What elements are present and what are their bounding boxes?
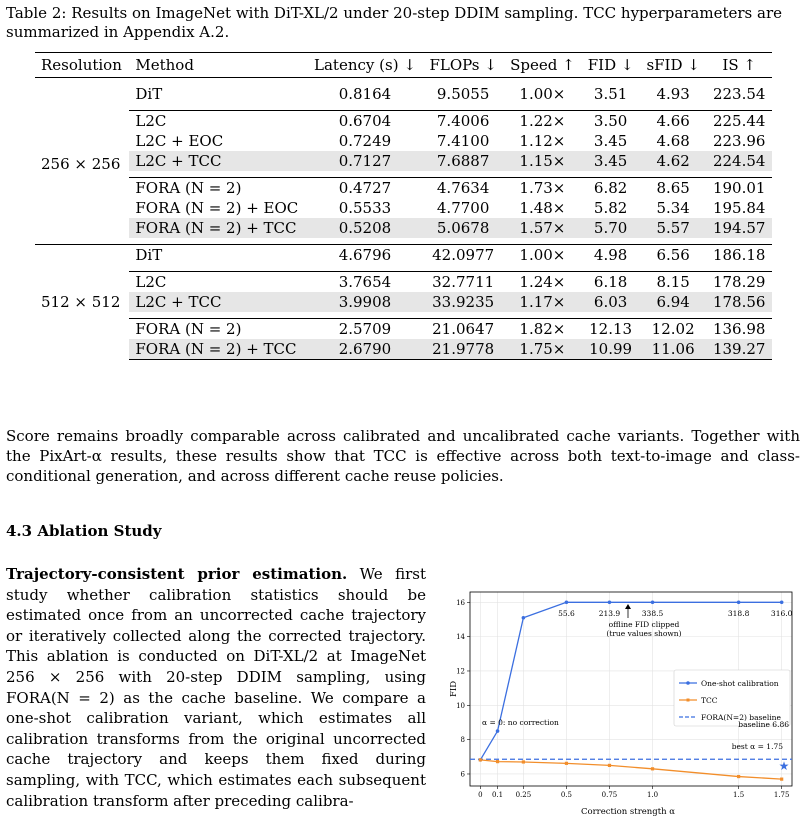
is-cell: 190.01: [706, 178, 772, 199]
y-tick-label: 8: [460, 736, 465, 745]
best-star-icon: ★: [778, 759, 790, 773]
latency-cell: 3.7654: [307, 272, 423, 293]
sfid-cell: 11.06: [640, 339, 706, 360]
x-tick-label: 0.75: [601, 791, 618, 799]
sfid-cell: 6.94: [640, 292, 706, 312]
data-point: [608, 601, 612, 605]
sfid-cell: 8.65: [640, 178, 706, 199]
method-cell: L2C: [129, 272, 307, 293]
legend-baseline: FORA(N=2) baseline: [701, 713, 781, 722]
flops-cell: 4.7700: [436, 199, 490, 217]
latency-cell: 0.5533: [338, 199, 392, 217]
method-cell: DiT: [135, 85, 163, 103]
header-flops: FLOPs ↓: [423, 53, 504, 78]
speed-cell: 1.17×: [503, 292, 581, 312]
y-tick-label: 12: [456, 667, 465, 676]
method-cell: FORA (N = 2) + TCC: [129, 339, 307, 360]
table-row: [35, 292, 772, 312]
latency-cell: 0.6704: [307, 111, 423, 132]
is-cell: 223.54: [712, 85, 766, 103]
data-point: [780, 601, 784, 605]
x-tick-label: 1.0: [646, 791, 659, 799]
speed-cell: 1.00×: [503, 245, 581, 266]
clipped-value-label: 213.9: [598, 609, 621, 618]
sfid-cell: 4.66: [640, 111, 706, 132]
alpha0-annotation: α = 0: no correction: [482, 718, 559, 727]
is-cell: 136.98: [706, 319, 772, 340]
header-speed: Speed ↑: [503, 53, 581, 78]
sfid-cell: 4.93: [656, 85, 690, 103]
fid-cell: 3.45: [593, 132, 628, 150]
baseline-annotation: baseline 6.86: [738, 720, 789, 729]
method-cell: FORA (N = 2): [129, 319, 307, 340]
latency-cell: 0.7127: [307, 151, 423, 171]
clip-note-line1: offline FID clipped: [608, 620, 680, 629]
is-cell: 194.57: [706, 218, 772, 238]
fid-line-chart: [448, 584, 800, 819]
clipped-value-label: 55.6: [558, 609, 575, 618]
sfid-cell: 12.02: [640, 319, 706, 340]
latency-cell: 0.8164: [338, 85, 392, 103]
resolution-cell: 512 × 512: [35, 245, 129, 360]
is-cell: 139.27: [706, 339, 772, 360]
header-latency: Latency (s) ↓: [307, 53, 423, 78]
speed-cell: 1.22×: [503, 111, 581, 132]
is-cell: 178.56: [706, 292, 772, 312]
y-tick-label: 6: [460, 770, 465, 779]
data-point: [496, 760, 499, 763]
flops-cell: 7.4006: [423, 111, 504, 132]
paragraph-text: We first study whether calibration statistics should be estimated once from an uncorrected cache trajectory or iteratively collected along the corrected trajectory. This ablation is conducted on DiT-XL/2 at ImageNet 256 × 256 with 20-step DDIM sampling, using FORA(N = 2) as the cache baseline. We compare a one-shot calibration variant, which estimates all calibration transforms from the original uncorrected cache trajectory and keeps them fixed during sampling, with TCC, which estimates each subsequent calibration transform after preceding calibra-: [6, 565, 426, 810]
flops-cell: 21.9778: [423, 339, 504, 360]
header-is: IS ↑: [706, 53, 772, 78]
latency-cell: 0.7249: [338, 132, 392, 150]
clipped-value-label: 316.0: [770, 609, 793, 618]
table-row: [35, 84, 772, 104]
header-resolution: Resolution: [35, 53, 129, 78]
speed-cell: 1.73×: [503, 178, 581, 199]
table-caption: Table 2: Results on ImageNet with DiT-XL/2 under 20-step DDIM sampling. TCC hyperparameters are summarized in Appendix A.2.: [6, 4, 783, 41]
method-cell: L2C + TCC: [129, 151, 307, 171]
table-row: [35, 131, 772, 151]
data-point: [608, 764, 611, 767]
latency-cell: 0.5208: [307, 218, 423, 238]
fid-cell: 6.03: [581, 292, 640, 312]
is-cell: 178.29: [706, 272, 772, 293]
paragraph-heading: Trajectory-consistent prior estimation.: [6, 565, 348, 583]
y-tick-label: 14: [456, 633, 465, 642]
data-point: [737, 775, 740, 778]
latency-cell: 3.9908: [307, 292, 423, 312]
data-point: [565, 601, 569, 605]
fid-cell: 3.45: [581, 151, 640, 171]
results-paragraph: Score remains broadly comparable across calibrated and uncalibrated cache variants. Together with the PixArt-α results, these results show that TCC is effective across both text-to-image and class-conditional generation, and across different cache reuse policies.: [6, 427, 800, 485]
data-point: [780, 778, 783, 781]
flops-cell: 7.6887: [423, 151, 504, 171]
method-cell: FORA (N = 2): [129, 178, 307, 199]
speed-cell: 1.82×: [503, 319, 581, 340]
data-point: [522, 616, 526, 620]
ablation-figure: [448, 584, 800, 819]
is-cell: 224.54: [706, 151, 772, 171]
sfid-cell: 4.62: [640, 151, 706, 171]
x-axis-label: Correction strength α: [580, 807, 676, 817]
is-cell: 225.44: [706, 111, 772, 132]
fid-cell: 5.70: [581, 218, 640, 238]
x-tick-label: 0.25: [515, 791, 532, 799]
fid-cell: 3.50: [581, 111, 640, 132]
x-tick-label: 0.1: [491, 791, 504, 799]
results-table: [35, 52, 772, 360]
sfid-cell: 6.56: [640, 245, 706, 266]
fid-cell: 4.98: [581, 245, 640, 266]
sfid-cell: 5.57: [640, 218, 706, 238]
speed-cell: 1.24×: [503, 272, 581, 293]
speed-cell: 1.48×: [519, 199, 566, 217]
data-point: [522, 760, 525, 763]
clipped-value-label: 318.8: [727, 609, 750, 618]
flops-cell: 9.5055: [436, 85, 490, 103]
flops-cell: 32.7711: [423, 272, 504, 293]
y-axis-label: FID: [449, 680, 459, 698]
header-method: Method: [129, 53, 307, 78]
method-cell: L2C: [129, 111, 307, 132]
table-row: [35, 339, 772, 360]
x-tick-label: 0.5: [560, 791, 572, 799]
sfid-cell: 8.15: [640, 272, 706, 293]
table-row: [35, 111, 772, 132]
section-title: 4.3 Ablation Study: [6, 522, 162, 540]
legend-tcc: TCC: [701, 696, 718, 705]
fid-cell: 12.13: [581, 319, 640, 340]
is-cell: 186.18: [706, 245, 772, 266]
speed-cell: 1.57×: [503, 218, 581, 238]
data-point: [651, 601, 655, 605]
flops-cell: 7.4100: [436, 132, 490, 150]
table-row: [35, 198, 772, 218]
data-point: [565, 762, 568, 765]
data-point: [479, 758, 482, 761]
latency-cell: 0.4727: [307, 178, 423, 199]
sfid-cell: 5.34: [656, 199, 690, 217]
resolution-cell: 256 × 256: [41, 155, 121, 173]
is-cell: 195.84: [712, 199, 766, 217]
latency-cell: 2.5709: [307, 319, 423, 340]
x-tick-label: 1.5: [733, 791, 745, 799]
method-cell: FORA (N = 2) + EOC: [135, 199, 299, 217]
table-row: [35, 319, 772, 340]
latency-cell: 4.6796: [307, 245, 423, 266]
table-row: [35, 218, 772, 238]
method-cell: DiT: [129, 245, 307, 266]
best-annotation: best α = 1.75: [731, 742, 783, 751]
header-fid: FID ↓: [581, 53, 640, 78]
speed-cell: 1.12×: [519, 132, 566, 150]
fid-cell: 5.82: [593, 199, 628, 217]
flops-cell: 5.0678: [423, 218, 504, 238]
clipped-value-label: 338.5: [641, 609, 664, 618]
clip-note-line2: (true values shown): [606, 629, 682, 638]
header-sfid: sFID ↓: [640, 53, 706, 78]
speed-cell: 1.15×: [503, 151, 581, 171]
sfid-cell: 4.68: [656, 132, 690, 150]
ablation-paragraph: [6, 564, 426, 811]
speed-cell: 1.00×: [519, 85, 566, 103]
fid-cell: 6.18: [581, 272, 640, 293]
table-row: [35, 178, 772, 199]
table-header-row: [35, 53, 772, 78]
x-tick-label: 0: [478, 791, 483, 799]
chart-legend: [674, 670, 790, 726]
table-row: [35, 245, 772, 266]
is-cell: 223.96: [712, 132, 766, 150]
data-point: [496, 729, 500, 733]
flops-cell: 42.0977: [423, 245, 504, 266]
flops-cell: 4.7634: [423, 178, 504, 199]
speed-cell: 1.75×: [503, 339, 581, 360]
method-cell: L2C + EOC: [135, 132, 224, 150]
fid-cell: 10.99: [581, 339, 640, 360]
y-tick-label: 16: [456, 598, 465, 607]
flops-cell: 21.0647: [423, 319, 504, 340]
fid-cell: 6.82: [581, 178, 640, 199]
x-tick-label: 1.75: [773, 791, 790, 799]
flops-cell: 33.9235: [423, 292, 504, 312]
y-tick-label: 10: [456, 701, 465, 710]
data-point: [737, 601, 741, 605]
data-point: [651, 767, 654, 770]
fid-cell: 3.51: [593, 85, 628, 103]
latency-cell: 2.6790: [307, 339, 423, 360]
table-row: [35, 272, 772, 293]
method-cell: FORA (N = 2) + TCC: [129, 218, 307, 238]
table-row: [35, 151, 772, 171]
method-cell: L2C + TCC: [129, 292, 307, 312]
legend-one-shot: One-shot calibration: [701, 679, 779, 688]
